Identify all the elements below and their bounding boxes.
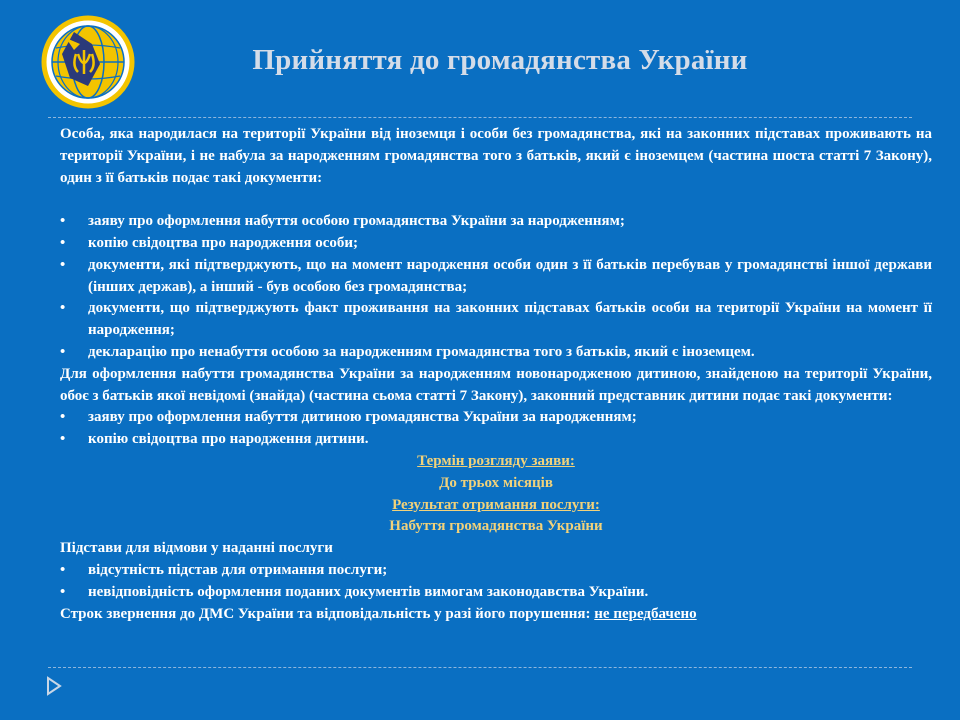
play-arrow-icon[interactable] [46,676,62,696]
result-label-row [60,495,932,517]
list-item: • заяву про оформлення набуття дитиною громадянства України за народженням; [60,407,932,429]
header-divider [48,117,912,118]
list-item: • невідповідність оформлення поданих документів вимогам законодавства України. [60,582,932,604]
foundling-documents-list [60,407,932,451]
deadline-row [60,604,932,626]
result-label: Результат отримання послуги: [392,496,600,513]
list-item: • заяву про оформлення набуття особою громадянства України за народженням; [60,211,932,233]
deadline-value: не передбачено [594,605,697,622]
term-label: Термін розгляду заяви: [417,452,575,469]
list-item: • документи, що підтверджують факт проживання на законних підставах батьків особи на території України на момент її народження; [60,298,932,342]
deadline-text: Строк звернення до ДМС України та відповідальність у разі його порушення: [60,605,595,622]
list-item: • копію свідоцтва про народження дитини. [60,429,932,451]
intro-paragraph: Особа, яка народилася на території України від іноземця і особи без громадянства, які на законних підставах проживають на території України, і не набула за народженням громадянства того з батьків, який є іноземцем (частина шоста статті 7 Закону), один з її батьків подає такі документи: [60,126,932,186]
list-item: • документи, які підтверджують, що на момент народження особи один з її батьків перебував у громадянстві іншої держави (інших держав), а інший - був особою без громадянства; [60,255,932,299]
term-label-row [60,451,932,473]
list-item: • копію свідоцтва про народження особи; [60,233,932,255]
footer-divider [48,667,912,668]
refusal-list [60,560,932,604]
refusal-heading: Підстави для відмови у наданні послуги [60,540,333,557]
list-item: • відсутність підстав для отримання послуги; [60,560,932,582]
paragraph-spacer [60,189,932,211]
main-content [60,124,932,625]
documents-list [60,211,932,364]
term-value: До трьох місяців [439,474,553,491]
result-value: Набуття громадянства України [389,518,603,535]
list-item: • декларацію про ненабуття особою за народженням громадянства того з батьків, який є іноземцем. [60,342,932,364]
page-title: Прийняття до громадянства України [252,44,748,76]
foundling-paragraph: Для оформлення набуття громадянства України за народженням новонародженою дитиною, знайденою на території України, обоє з батьків якої невідомі (знайда) (частина сьома статті 7 Закону), законний представник дитини подає такі документи: [60,365,932,404]
dms-emblem-icon [40,14,136,110]
